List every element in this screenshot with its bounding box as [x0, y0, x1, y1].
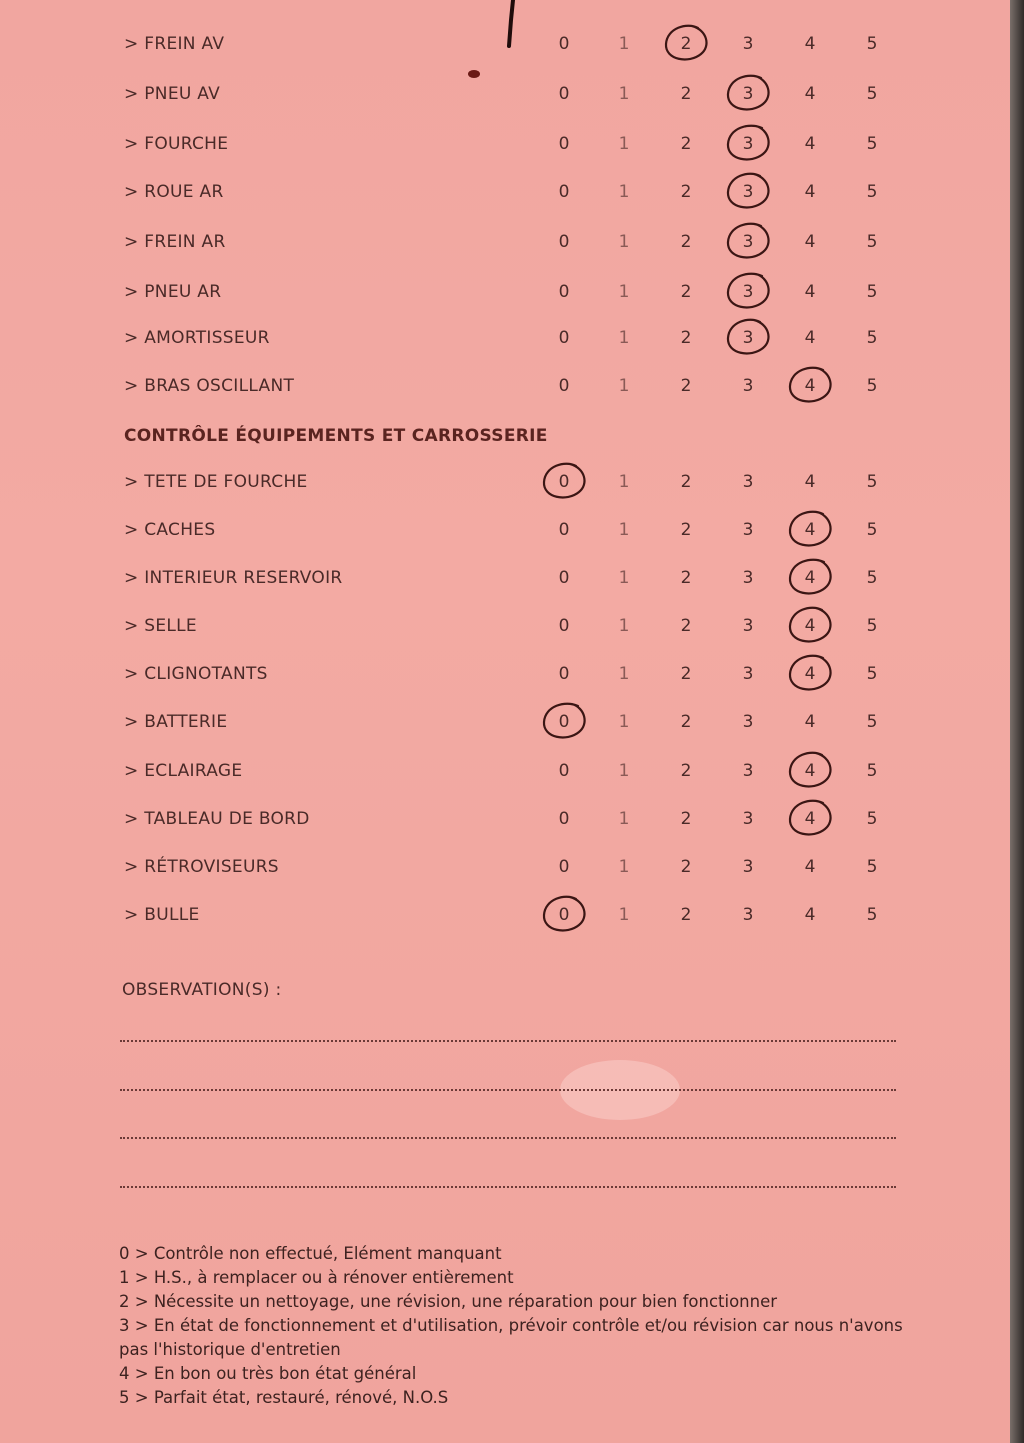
- score-option-3[interactable]: 3: [742, 182, 754, 202]
- legend-item: 0 > Contrôle non effectué, Elément manquant: [119, 1244, 502, 1263]
- score-option-1[interactable]: 1: [618, 182, 630, 202]
- score-option-0[interactable]: 0: [558, 712, 570, 732]
- score-option-2[interactable]: 2: [680, 520, 692, 540]
- score-option-2[interactable]: 2: [680, 34, 692, 54]
- score-option-0[interactable]: 0: [558, 84, 570, 104]
- score-option-0[interactable]: 0: [558, 664, 570, 684]
- rating-row: [0, 757, 1010, 787]
- observations-label: OBSERVATION(S) :: [122, 980, 282, 1000]
- rating-row: [0, 805, 1010, 835]
- score-option-3[interactable]: 3: [742, 34, 754, 54]
- score-option-1[interactable]: 1: [618, 376, 630, 396]
- row-label: > CACHES: [124, 520, 216, 540]
- score-option-3[interactable]: 3: [742, 84, 754, 104]
- score-option-3[interactable]: 3: [742, 568, 754, 588]
- score-option-5[interactable]: 5: [866, 232, 878, 252]
- score-option-1[interactable]: 1: [618, 761, 630, 781]
- score-option-4[interactable]: 4: [804, 905, 816, 925]
- score-option-5[interactable]: 5: [866, 328, 878, 348]
- score-option-5[interactable]: 5: [866, 616, 878, 636]
- score-option-3[interactable]: 3: [742, 664, 754, 684]
- score-option-1[interactable]: 1: [618, 232, 630, 252]
- score-option-2[interactable]: 2: [680, 328, 692, 348]
- rating-row: [0, 228, 1010, 258]
- score-option-1[interactable]: 1: [618, 905, 630, 925]
- score-option-1[interactable]: 1: [618, 34, 630, 54]
- score-option-1[interactable]: 1: [618, 134, 630, 154]
- score-option-3[interactable]: 3: [742, 328, 754, 348]
- rating-row: [0, 178, 1010, 208]
- score-option-4[interactable]: 4: [804, 282, 816, 302]
- rating-row: [0, 660, 1010, 690]
- observation-line[interactable]: [120, 1089, 896, 1091]
- score-option-0[interactable]: 0: [558, 34, 570, 54]
- legend-item: 1 > H.S., à remplacer ou à rénover entièrement: [119, 1268, 514, 1287]
- score-option-1[interactable]: 1: [618, 84, 630, 104]
- score-option-2[interactable]: 2: [680, 282, 692, 302]
- row-label: > AMORTISSEUR: [124, 328, 270, 348]
- row-label: > CLIGNOTANTS: [124, 664, 268, 684]
- score-option-2[interactable]: 2: [680, 857, 692, 877]
- score-option-4[interactable]: 4: [804, 134, 816, 154]
- score-option-1[interactable]: 1: [618, 857, 630, 877]
- score-option-4[interactable]: 4: [804, 712, 816, 732]
- score-option-0[interactable]: 0: [558, 232, 570, 252]
- rating-row: [0, 853, 1010, 883]
- score-option-2[interactable]: 2: [680, 134, 692, 154]
- row-label: > ECLAIRAGE: [124, 761, 243, 781]
- row-label: > TETE DE FOURCHE: [124, 472, 308, 492]
- score-option-2[interactable]: 2: [680, 664, 692, 684]
- score-option-2[interactable]: 2: [680, 712, 692, 732]
- score-option-3[interactable]: 3: [742, 857, 754, 877]
- table-surface-edge: [1010, 0, 1024, 1443]
- row-label: > PNEU AR: [124, 282, 222, 302]
- score-option-5[interactable]: 5: [866, 520, 878, 540]
- score-option-4[interactable]: 4: [804, 84, 816, 104]
- score-option-4[interactable]: 4: [804, 328, 816, 348]
- legend-item: 3 > En état de fonctionnement et d'utilisation, prévoir contrôle et/ou révision car nous n'avons pas l'historique d'entretien: [119, 1316, 908, 1359]
- score-option-4[interactable]: 4: [804, 664, 816, 684]
- row-label: > BRAS OSCILLANT: [124, 376, 295, 396]
- ink-dot: [466, 68, 482, 80]
- score-option-3[interactable]: 3: [742, 472, 754, 492]
- rating-row: [0, 80, 1010, 110]
- rating-legend: [119, 1242, 919, 1410]
- score-option-5[interactable]: 5: [866, 34, 878, 54]
- score-option-4[interactable]: 4: [804, 472, 816, 492]
- observation-line[interactable]: [120, 1040, 896, 1042]
- score-option-0[interactable]: 0: [558, 134, 570, 154]
- rating-row: [0, 324, 1010, 354]
- score-option-5[interactable]: 5: [866, 761, 878, 781]
- score-option-1[interactable]: 1: [618, 520, 630, 540]
- row-label: > FREIN AR: [124, 232, 226, 252]
- score-option-3[interactable]: 3: [742, 282, 754, 302]
- score-option-4[interactable]: 4: [804, 34, 816, 54]
- score-option-4[interactable]: 4: [804, 809, 816, 829]
- score-option-4[interactable]: 4: [804, 857, 816, 877]
- rating-row: [0, 564, 1010, 594]
- score-option-2[interactable]: 2: [680, 568, 692, 588]
- score-option-0[interactable]: 0: [558, 568, 570, 588]
- score-option-5[interactable]: 5: [866, 182, 878, 202]
- score-option-3[interactable]: 3: [742, 905, 754, 925]
- score-option-4[interactable]: 4: [804, 568, 816, 588]
- score-option-0[interactable]: 0: [558, 376, 570, 396]
- score-option-5[interactable]: 5: [866, 857, 878, 877]
- score-option-5[interactable]: 5: [866, 472, 878, 492]
- score-option-1[interactable]: 1: [618, 712, 630, 732]
- score-option-2[interactable]: 2: [680, 809, 692, 829]
- rating-row: [0, 130, 1010, 160]
- score-option-2[interactable]: 2: [680, 182, 692, 202]
- row-label: > PNEU AV: [124, 84, 221, 104]
- score-option-0[interactable]: 0: [558, 472, 570, 492]
- score-option-0[interactable]: 0: [558, 616, 570, 636]
- rating-row: [0, 30, 1010, 60]
- score-option-2[interactable]: 2: [680, 232, 692, 252]
- score-option-5[interactable]: 5: [866, 134, 878, 154]
- score-option-4[interactable]: 4: [804, 376, 816, 396]
- score-option-2[interactable]: 2: [680, 761, 692, 781]
- score-option-4[interactable]: 4: [804, 616, 816, 636]
- score-option-0[interactable]: 0: [558, 905, 570, 925]
- score-option-2[interactable]: 2: [680, 376, 692, 396]
- score-option-0[interactable]: 0: [558, 182, 570, 202]
- score-option-5[interactable]: 5: [866, 905, 878, 925]
- score-option-4[interactable]: 4: [804, 520, 816, 540]
- row-label: > BATTERIE: [124, 712, 228, 732]
- legend-item: 4 > En bon ou très bon état général: [119, 1364, 417, 1383]
- score-option-5[interactable]: 5: [866, 376, 878, 396]
- row-label: > FREIN AV: [124, 34, 225, 54]
- score-option-1[interactable]: 1: [618, 568, 630, 588]
- score-option-0[interactable]: 0: [558, 809, 570, 829]
- section-title-equipment: CONTRÔLE ÉQUIPEMENTS ET CARROSSERIE: [124, 426, 548, 446]
- score-option-2[interactable]: 2: [680, 84, 692, 104]
- score-option-3[interactable]: 3: [742, 616, 754, 636]
- rating-row: [0, 278, 1010, 308]
- legend-item: 2 > Nécessite un nettoyage, une révision, une réparation pour bien fonctionner: [119, 1292, 778, 1311]
- score-option-1[interactable]: 1: [618, 282, 630, 302]
- rating-row: [0, 468, 1010, 498]
- row-label: > RÉTROVISEURS: [124, 857, 279, 877]
- legend-item: 5 > Parfait état, restauré, rénové, N.O.S: [119, 1388, 449, 1407]
- score-option-0[interactable]: 0: [558, 857, 570, 877]
- score-option-2[interactable]: 2: [680, 905, 692, 925]
- score-option-2[interactable]: 2: [680, 472, 692, 492]
- row-label: > ROUE AR: [124, 182, 224, 202]
- rating-row: [0, 372, 1010, 402]
- observation-line[interactable]: [120, 1137, 896, 1139]
- score-option-3[interactable]: 3: [742, 232, 754, 252]
- rating-row: [0, 708, 1010, 738]
- rating-row: [0, 516, 1010, 546]
- score-option-1[interactable]: 1: [618, 809, 630, 829]
- score-option-5[interactable]: 5: [866, 712, 878, 732]
- score-option-5[interactable]: 5: [866, 282, 878, 302]
- row-label: > SELLE: [124, 616, 197, 636]
- score-option-5[interactable]: 5: [866, 568, 878, 588]
- observation-line[interactable]: [120, 1186, 896, 1188]
- score-option-1[interactable]: 1: [618, 472, 630, 492]
- score-option-0[interactable]: 0: [558, 761, 570, 781]
- score-option-1[interactable]: 1: [618, 328, 630, 348]
- score-option-4[interactable]: 4: [804, 761, 816, 781]
- score-option-3[interactable]: 3: [742, 809, 754, 829]
- score-option-3[interactable]: 3: [742, 376, 754, 396]
- score-option-5[interactable]: 5: [866, 664, 878, 684]
- row-label: > FOURCHE: [124, 134, 229, 154]
- score-option-3[interactable]: 3: [742, 712, 754, 732]
- row-label: > INTERIEUR RESERVOIR: [124, 568, 343, 588]
- score-option-5[interactable]: 5: [866, 84, 878, 104]
- row-label: > BULLE: [124, 905, 200, 925]
- score-option-1[interactable]: 1: [618, 616, 630, 636]
- score-option-1[interactable]: 1: [618, 664, 630, 684]
- score-option-3[interactable]: 3: [742, 761, 754, 781]
- score-option-0[interactable]: 0: [558, 520, 570, 540]
- score-option-3[interactable]: 3: [742, 134, 754, 154]
- score-option-0[interactable]: 0: [558, 282, 570, 302]
- score-option-0[interactable]: 0: [558, 328, 570, 348]
- score-option-4[interactable]: 4: [804, 232, 816, 252]
- score-option-4[interactable]: 4: [804, 182, 816, 202]
- rating-row: [0, 612, 1010, 642]
- score-option-2[interactable]: 2: [680, 616, 692, 636]
- rating-row: [0, 901, 1010, 931]
- score-option-3[interactable]: 3: [742, 520, 754, 540]
- row-label: > TABLEAU DE BORD: [124, 809, 310, 829]
- score-option-5[interactable]: 5: [866, 809, 878, 829]
